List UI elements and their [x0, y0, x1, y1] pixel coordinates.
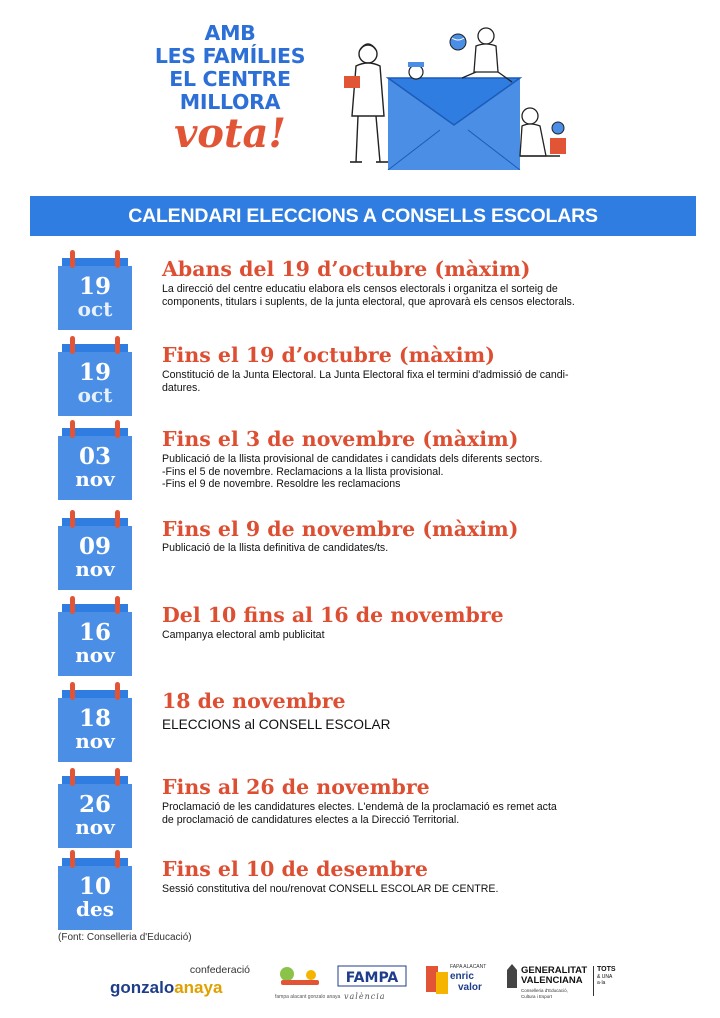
calendar-day: 09 — [78, 533, 111, 560]
entry-line: Proclamació de les candidatures electes. L'endemà de la proclamació es remet acta — [162, 801, 557, 813]
title-line-3: EL CENTRE — [169, 67, 291, 91]
entry-heading: Fins el 3 de novembre (màxim) — [162, 427, 519, 451]
logo-word: GENERALITAT — [521, 965, 588, 976]
calendar-day: 19 — [78, 273, 111, 300]
logo-divider — [593, 966, 594, 996]
banner-title: CALENDARI ELECCIONS A CONSELLS ESCOLARS — [128, 205, 598, 227]
calendar-day: 19 — [78, 359, 111, 386]
calendar-month: nov — [75, 643, 115, 667]
fampa-valencia-emblem — [336, 962, 408, 990]
logo-word: valor — [458, 982, 482, 993]
logo-caption: Conselleria d'Educació, Cultura i Esport — [521, 988, 568, 999]
logo-caption: valència — [344, 992, 386, 1001]
calendar-icon — [58, 682, 132, 762]
title-line-2: LES FAMÍLIES — [154, 44, 306, 68]
logo-caption: FAPA ALACANT — [450, 964, 487, 970]
fampa-valencia-logo — [336, 962, 408, 1006]
calendar-entry-3 — [58, 420, 698, 504]
generalitat-crest-icon — [505, 964, 519, 994]
calendar-day: 16 — [78, 619, 111, 646]
entry-line: components, titulars i suplents, de la junta electoral, que aprovarà els censos electorals. — [162, 295, 575, 308]
entry-line: Sessió constitutiva del nou/renovat CONSELL ESCOLAR DE CENTRE. — [162, 883, 499, 895]
gonzalo-anaya-logo — [110, 964, 250, 1004]
entry-heading: Fins el 19 d’octubre (màxim) — [162, 343, 495, 367]
calendar-icon — [58, 510, 132, 590]
fampa-alacant-emblem — [275, 964, 327, 994]
title-vota: vota! — [174, 110, 286, 157]
logo-caption: fampa alacant gonzalo anaya — [275, 994, 341, 1000]
entry-description — [162, 283, 662, 308]
entry-description — [162, 883, 662, 896]
sponsor-logos — [110, 962, 630, 1006]
poster-title — [130, 22, 330, 156]
calendar-entry-5 — [58, 596, 698, 680]
entry-line: Publicació de la llista definitiva de candidates/ts. — [162, 542, 389, 554]
logo-word: enric — [450, 971, 474, 982]
entry-description — [162, 369, 662, 394]
calendar-icon — [58, 768, 132, 848]
calendar-day: 10 — [78, 873, 111, 900]
logo-wordmark — [110, 978, 222, 998]
calendar-icon — [58, 250, 132, 330]
calendar-entry-2 — [58, 336, 698, 420]
entry-description — [162, 801, 662, 826]
entry-description — [162, 629, 662, 642]
entry-description — [162, 542, 662, 555]
logo-word: gonzalo — [110, 978, 175, 997]
calendar-icon — [58, 420, 132, 500]
enric-valor-logo — [426, 962, 486, 1006]
logo-word-accent: anaya — [174, 978, 223, 997]
entry-line: ELECCIONS al CONSELL ESCOLAR — [162, 717, 391, 732]
calendar-month: nov — [75, 815, 115, 839]
calendar-banner — [30, 196, 696, 236]
calendar-entry-6 — [58, 682, 698, 766]
entry-line: Campanya electoral amb publicitat — [162, 629, 325, 641]
fampa-alacant-logo — [275, 964, 341, 1004]
calendar-entry-7 — [58, 768, 698, 852]
entry-line: -Fins el 9 de novembre. Resoldre les reclamacions — [162, 478, 401, 490]
logo-word: VALENCIANA — [521, 975, 583, 986]
calendar-entry-4 — [58, 510, 698, 594]
calendar-month: oct — [77, 383, 113, 407]
title-line-4: MILLORA — [179, 90, 281, 114]
enric-valor-emblem — [426, 962, 450, 996]
entry-heading: Fins al 26 de novembre — [162, 775, 430, 799]
calendar-entry-1 — [58, 250, 698, 334]
families-envelope-illustration — [330, 20, 590, 170]
calendar-day: 03 — [78, 443, 111, 470]
entry-line: Publicació de la llista provisional de candidates i candidats dels diferents sectors. — [162, 453, 543, 465]
logo-caption: confederació — [189, 964, 250, 976]
entry-line: La direcció del centre educatiu elabora els censos electorals i organitza el sorteig de — [162, 283, 558, 295]
entry-line: Constitució de la Junta Electoral. La Junta Electoral fixa el termini d'admissió de candi- — [162, 369, 569, 381]
logo-caption-line: & UNA — [597, 974, 613, 980]
calendar-month: oct — [77, 297, 113, 321]
calendar-icon — [58, 596, 132, 676]
calendar-month: des — [76, 897, 114, 921]
logo-caption-line: a·la — [597, 980, 606, 986]
source-note: (Font: Conselleria d'Educació) — [58, 932, 192, 943]
calendar-month: nov — [75, 729, 115, 753]
calendar-entry-8 — [58, 850, 698, 934]
entry-heading: Del 10 fins al 16 de novembre — [162, 603, 504, 627]
entry-heading: 18 de novembre — [162, 689, 346, 713]
entry-heading: Fins el 10 de desembre — [162, 857, 428, 881]
calendar-icon — [58, 850, 132, 930]
calendar-icon — [58, 336, 132, 416]
calendar-day: 18 — [78, 705, 111, 732]
logo-caption — [597, 974, 612, 986]
entry-heading: Abans del 19 d’octubre (màxim) — [162, 257, 531, 281]
fampa-letters: FAMPA — [345, 970, 399, 986]
entry-description — [162, 453, 662, 491]
entry-heading: Fins el 9 de novembre (màxim) — [162, 517, 519, 541]
entry-description — [162, 717, 662, 733]
entry-line: de proclamació de candidatures electes a la Direcció Territorial. — [162, 813, 460, 826]
title-line-1: AMB — [204, 21, 256, 45]
entry-line: -Fins el 5 de novembre. Reclamacions a la llista provisional. — [162, 465, 444, 478]
calendar-month: nov — [75, 467, 115, 491]
generalitat-valenciana-logo — [505, 964, 625, 1006]
entry-line: datures. — [162, 381, 201, 394]
calendar-month: nov — [75, 557, 115, 581]
calendar-day: 26 — [78, 791, 111, 818]
logo-word: TOTS — [597, 966, 616, 973]
